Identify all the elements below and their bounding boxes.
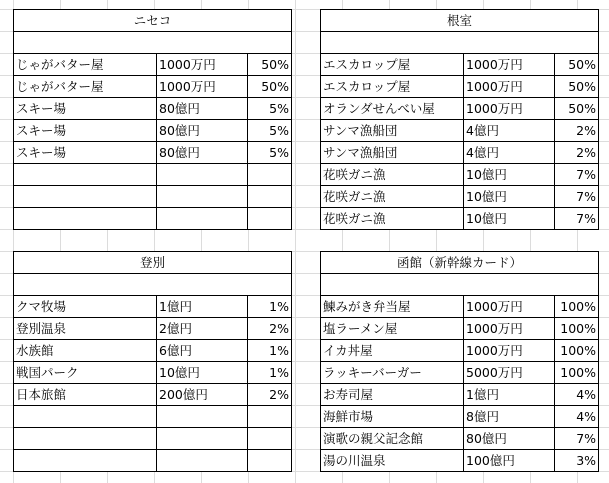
price-cell[interactable]	[157, 406, 248, 428]
table-row	[14, 208, 292, 230]
property-name-cell[interactable]: クマ牧場	[14, 296, 157, 318]
rate-cell[interactable]: 2%	[248, 384, 292, 406]
property-name-cell[interactable]: イカ丼屋	[321, 340, 464, 362]
price-cell[interactable]: 4億円	[464, 142, 555, 164]
table-row	[14, 186, 292, 208]
property-name-cell[interactable]: 塩ラーメン屋	[321, 318, 464, 340]
rate-cell[interactable]: 3%	[555, 450, 599, 472]
property-name-cell[interactable]: 水族館	[14, 340, 157, 362]
table-row	[14, 362, 292, 384]
block-title[interactable]: ニセコ	[14, 10, 292, 32]
blank-row[interactable]	[14, 32, 292, 54]
price-cell[interactable]: 1000万円	[464, 318, 555, 340]
blank-row[interactable]	[14, 274, 292, 296]
table-row	[14, 98, 292, 120]
property-name-cell[interactable]: スキー場	[14, 98, 157, 120]
rate-cell[interactable]: 50%	[248, 54, 292, 76]
price-cell[interactable]: 1億円	[464, 384, 555, 406]
price-cell[interactable]: 10億円	[157, 362, 248, 384]
rate-cell[interactable]: 2%	[555, 120, 599, 142]
table-row	[321, 164, 599, 186]
price-cell[interactable]: 80億円	[157, 120, 248, 142]
rate-cell[interactable]: 100%	[555, 362, 599, 384]
table-row	[321, 384, 599, 406]
table-row	[14, 142, 292, 164]
property-name-cell[interactable]: 日本旅館	[14, 384, 157, 406]
price-cell[interactable]: 5000万円	[464, 362, 555, 384]
property-name-cell[interactable]: 鰊みがき弁当屋	[321, 296, 464, 318]
rate-cell[interactable]: 50%	[248, 76, 292, 98]
price-cell[interactable]: 6億円	[157, 340, 248, 362]
rate-cell[interactable]: 7%	[555, 428, 599, 450]
price-cell[interactable]: 8億円	[464, 406, 555, 428]
property-name-cell[interactable]: エスカロップ屋	[321, 54, 464, 76]
rate-cell[interactable]: 2%	[248, 318, 292, 340]
block-title[interactable]: 登別	[14, 252, 292, 274]
property-name-cell[interactable]: 海鮮市場	[321, 406, 464, 428]
rate-cell[interactable]: 1%	[248, 340, 292, 362]
table-row	[321, 120, 599, 142]
property-name-cell[interactable]: ラッキーバーガー	[321, 362, 464, 384]
table-row	[14, 406, 292, 428]
rate-cell[interactable]: 100%	[555, 296, 599, 318]
property-table-niseko	[13, 9, 292, 230]
property-name-cell[interactable]: 演歌の親父記念館	[321, 428, 464, 450]
price-cell[interactable]: 80億円	[157, 98, 248, 120]
property-table-noboribetsu	[13, 251, 292, 472]
table-row	[14, 318, 292, 340]
table-row	[321, 54, 599, 76]
table-row	[321, 208, 599, 230]
rate-cell[interactable]: 4%	[555, 384, 599, 406]
table-row	[321, 318, 599, 340]
rate-cell[interactable]: 7%	[555, 208, 599, 230]
property-name-cell[interactable]	[14, 164, 157, 186]
property-name-cell[interactable]	[14, 406, 157, 428]
rate-cell[interactable]: 7%	[555, 164, 599, 186]
rate-cell[interactable]: 1%	[248, 296, 292, 318]
price-cell[interactable]	[157, 208, 248, 230]
price-cell[interactable]: 10億円	[464, 164, 555, 186]
price-cell[interactable]: 1000万円	[464, 296, 555, 318]
rate-cell[interactable]: 5%	[248, 98, 292, 120]
price-cell[interactable]	[157, 450, 248, 472]
property-name-cell[interactable]	[14, 450, 157, 472]
property-name-cell[interactable]: 戦国パーク	[14, 362, 157, 384]
rate-cell[interactable]: 1%	[248, 362, 292, 384]
rate-cell[interactable]	[248, 428, 292, 450]
rate-cell[interactable]: 50%	[555, 54, 599, 76]
table-row	[321, 450, 599, 472]
property-table-hakodate	[320, 251, 599, 472]
rate-cell[interactable]	[248, 406, 292, 428]
property-name-cell[interactable]: 花咲ガニ漁	[321, 164, 464, 186]
table-row	[321, 98, 599, 120]
property-name-cell[interactable]: サンマ漁船団	[321, 120, 464, 142]
property-name-cell[interactable]	[14, 428, 157, 450]
price-cell[interactable]: 80億円	[464, 428, 555, 450]
property-name-cell[interactable]: 湯の川温泉	[321, 450, 464, 472]
table-row	[14, 450, 292, 472]
price-cell[interactable]: 10億円	[464, 186, 555, 208]
table-row	[14, 76, 292, 98]
table-row	[321, 406, 599, 428]
price-cell[interactable]: 4億円	[464, 120, 555, 142]
property-table-nemuro	[320, 9, 599, 230]
rate-cell[interactable]	[248, 208, 292, 230]
property-name-cell[interactable]: 花咲ガニ漁	[321, 186, 464, 208]
price-cell[interactable]: 200億円	[157, 384, 248, 406]
price-cell[interactable]	[157, 428, 248, 450]
rate-cell[interactable]	[248, 164, 292, 186]
rate-cell[interactable]: 100%	[555, 318, 599, 340]
table-row	[321, 186, 599, 208]
table-row	[14, 296, 292, 318]
table-row	[14, 428, 292, 450]
table-row	[321, 362, 599, 384]
table-row	[14, 384, 292, 406]
price-cell[interactable]: 1億円	[157, 296, 248, 318]
price-cell[interactable]	[157, 186, 248, 208]
table-row	[321, 296, 599, 318]
price-cell[interactable]: 100億円	[464, 450, 555, 472]
table-row	[321, 142, 599, 164]
table-row	[321, 76, 599, 98]
rate-cell[interactable]: 5%	[248, 142, 292, 164]
price-cell[interactable]: 2億円	[157, 318, 248, 340]
property-name-cell[interactable]	[14, 186, 157, 208]
table-row	[14, 164, 292, 186]
table-row	[321, 428, 599, 450]
property-name-cell[interactable]: スキー場	[14, 120, 157, 142]
price-cell[interactable]: 1000万円	[464, 340, 555, 362]
property-name-cell[interactable]: エスカロップ屋	[321, 76, 464, 98]
property-name-cell[interactable]: 登別温泉	[14, 318, 157, 340]
rate-cell[interactable]: 4%	[555, 406, 599, 428]
property-name-cell[interactable]: 花咲ガニ漁	[321, 208, 464, 230]
rate-cell[interactable]: 50%	[555, 98, 599, 120]
price-cell[interactable]: 80億円	[157, 142, 248, 164]
property-name-cell[interactable]	[14, 208, 157, 230]
rate-cell[interactable]: 5%	[248, 120, 292, 142]
price-cell[interactable]: 10億円	[464, 208, 555, 230]
property-name-cell[interactable]: サンマ漁船団	[321, 142, 464, 164]
block-title[interactable]: 根室	[321, 10, 599, 32]
table-row	[321, 340, 599, 362]
rate-cell[interactable]: 2%	[555, 142, 599, 164]
table-row	[14, 54, 292, 76]
property-name-cell[interactable]: オランダせんべい屋	[321, 98, 464, 120]
block-title[interactable]: 函館（新幹線カード）	[321, 252, 599, 274]
blank-row[interactable]	[321, 32, 599, 54]
price-cell[interactable]: 1000万円	[464, 98, 555, 120]
blank-row[interactable]	[321, 274, 599, 296]
price-cell[interactable]: 1000万円	[157, 54, 248, 76]
price-cell[interactable]: 1000万円	[464, 76, 555, 98]
property-name-cell[interactable]: じゃがバター屋	[14, 76, 157, 98]
table-row	[14, 120, 292, 142]
rate-cell[interactable]: 7%	[555, 186, 599, 208]
table-row	[14, 340, 292, 362]
rate-cell[interactable]	[248, 450, 292, 472]
price-cell[interactable]	[157, 164, 248, 186]
property-name-cell[interactable]: じゃがバター屋	[14, 54, 157, 76]
property-name-cell[interactable]: スキー場	[14, 142, 157, 164]
price-cell[interactable]: 1000万円	[464, 54, 555, 76]
rate-cell[interactable]	[248, 186, 292, 208]
rate-cell[interactable]: 50%	[555, 76, 599, 98]
property-name-cell[interactable]: お寿司屋	[321, 384, 464, 406]
price-cell[interactable]: 1000万円	[157, 76, 248, 98]
rate-cell[interactable]: 100%	[555, 340, 599, 362]
